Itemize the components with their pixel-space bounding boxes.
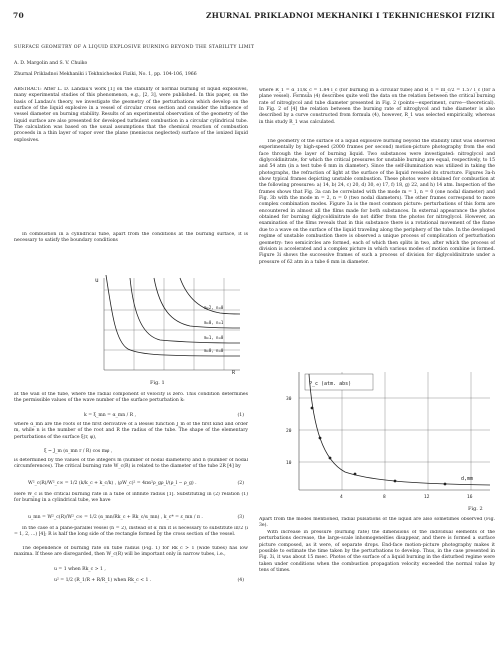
equation-1-row xyxy=(14,412,248,422)
figure1-u-label: u xyxy=(95,277,99,284)
equation-3-row xyxy=(14,512,248,526)
figure2-xtick-4: 4 xyxy=(340,495,343,500)
left-lower-p3: is determined by the values of the integers m (number of nodal diameters) and n (number of nodal circumferences). The critical burning rate W_c(R) is related to the diameter of the tube 2R [4] by xyxy=(14,458,248,470)
figure-1-caption: Fig. 1 xyxy=(150,380,165,386)
equation-2-number: (2) xyxy=(237,481,244,486)
figure-2-caption: Fig. 2 xyxy=(468,506,483,512)
figure-1 xyxy=(92,270,242,375)
figure1-label-4: m=2, n=0 xyxy=(204,305,224,310)
figure2-xtick-12: 12 xyxy=(424,495,430,500)
figure2-xlabel: d,mm xyxy=(461,476,474,482)
equation-4-row xyxy=(14,566,248,590)
figure1-R-label: R xyxy=(232,370,236,375)
page-number: 70 xyxy=(13,11,25,20)
article-citation: Zhurnal Prikladnoi Mekhaniki i Tekhnicheskoi Fiziki, No. 1, pp. 104-106, 1966 xyxy=(14,72,197,77)
right-column-bottom xyxy=(259,517,495,594)
equation-2: W²_c(R)/W²_c∞ = 1/2 (k/k_c + k_c/k) , (ρW_c)² = 4πα²ρ_gρ_l/(ρ_l − ρ_g) . xyxy=(28,481,197,486)
right-column-top xyxy=(259,88,495,365)
figure2-xtick-16: 16 xyxy=(467,495,473,500)
right-p1: where R_1 = α_11/k_c = 1.84 l_c (for burning in a circular tube) and R_1 = πl_c/2 = 1.57 l_c (for a plane vessel). Formula (4) describes quite well the data on the relation between the critical burning rate of nitroglycol and tube diameter presented in Fig. 2 (points—experiment, curve—theoretical). In Fig. 2 of [4] the relation between the burning rate of nitroglycol and tube diameter is also described by a curve constructed from formula (4), however, R_1 was selected empirically, whereas in this study R_1 was calculated. xyxy=(259,88,495,125)
intro-paragraph: In combustion in a cylindrical tube, apart from the conditions at the burning surface, it is necessary to satisfy the boundary conditions xyxy=(14,232,248,244)
equation-1: k = ξ_mn = α_mn / R , xyxy=(84,413,137,418)
equation-4a: u = 1 when Rk_c > 1 , xyxy=(54,567,106,572)
figure2-ytick-30: 30 xyxy=(286,397,292,402)
figure2-xtick-8: 8 xyxy=(383,495,386,500)
abstract-paragraph: ABSTRACT: After L. D. Landau's work [1] on the stability of normal burning of liquid explosives, many experimental studies of this phenomenon, e.g., [2, 3], were published. In this paper, on the basis of Landau's theory, we investigate the geometry of the perturbations which develop on the surface of the liquid explosive in a vessel of circular cross section and consider the influence of vessel diameter on burning stability. Results of an experimental observation of the geometry of the liquid surface are also presented for developed turbulent combustion in a circular cylindrical tube. The calculation was based on the usual assumptions that the chemical reaction of combustion proceeds in a thin layer of vapor over the plane (meniscus neglected) surface of the ionized liquid explosives. xyxy=(14,87,248,143)
right-p2: The geometry of the surface of a liquid explosive burning beyond the stability limit was observed experimentally by high-speed (2000 frames per second) motion-picture photography from the end face through the layer of burning liquid. Two substances were investigated: nitroglycol and diglycoldinitrate, for which the critical pressures for unstable burning are equal, respectively, to 15 and 54 atm (in a test tube 6 mm in diameter). Since the self-illumination was utilized in taking the photographs, the refraction of light at the surface of the liquid revealed its structure. Figures 3a-h show typical frames depicting unstable combustion. These photos were obtained for combustion at the following pressures: a) 14, b) 24, c) 20, d) 30, e) 17, f) 18, g) 22, and h) 14 atm. Inspection of the frames shows that Fig. 3a can be correlated with the mode m = 1, n = 0 (one nodal diameter) and Fig. 3b with the mode m = 2, n = 0 (two nodal diameters). The other frames correspond to more complex combination modes. Figure 3a is the most common picture: perturbations of this form are encountered in almost all the films made for both substances. In external appearance the photos obtained for burning diglycoldinitrate do not differ from the photos for nitroglycol. However, an examination of the films reveals that in this substance there is a rotational movement of the flame due to a wave on the surface of the liquid traveling along the periphery of the tube. In the developed regime of unstable combustion there is observed a unique process of complication of perturbation geometry: two semicircles are formed, each of which then splits in two, after which the process of division is accelerated and a complex picture in which various modes of motion combine is formed. Figure 3i shows the successive frames of such a process of division for diglycoldinitrate under a pressure of 62 atm in a tube 6 mm in diameter. xyxy=(259,139,495,265)
left-lower-p5: In the case of a plane-parallel vessel (n = 2), instead of α_mn it is necessary to substitute iπ/2 (i = 1, 2, ...) [4]; R is half the long side of the rectangle formed by the cross section of the vessel. xyxy=(14,526,248,538)
figure2-ytick-20: 20 xyxy=(286,429,292,434)
figure1-label-3: m=0, n=1 xyxy=(204,320,224,325)
equation-shape: ξ ~ J_m (α_mn r / R) cos mφ , xyxy=(44,449,113,454)
left-column-bottom xyxy=(14,392,248,590)
equation-4-number: (4) xyxy=(237,578,244,583)
equation-2-row xyxy=(14,478,248,492)
figure-2 xyxy=(285,368,495,503)
left-lower-p1: at the wall of the tube, where the radial component of velocity is zero. This condition determines the permissible values of the wave number of the surface perturbation k: xyxy=(14,392,248,404)
equation-4b: u² = 1/2 (R_1/R + R/R_1) when Rk_c < 1 . xyxy=(54,578,152,583)
figure2-ylabel: P_c (atm. abs) xyxy=(309,381,352,387)
left-lower-p2: where α_mn are the roots of the first derivative of a Bessel function J_m of the first kind and order m, while n is the number of the root and R the radius of the tube. The shape of the elementary perturbations of the surface ξ(r, φ), xyxy=(14,422,248,440)
equation-3-number: (3) xyxy=(237,515,244,520)
article-authors: A. D. Margolin and S. V. Chuiko xyxy=(14,61,88,66)
equation-3: u_mn = W²_c(R)/W²_c∞ = 1/2 (α_mn/Rk_c + Rk_c/α_mn) , k_c* = ε_mn / π . xyxy=(28,515,203,520)
article-title: SURFACE GEOMETRY OF A LIQUID EXPLOSIVE BURNING BEYOND THE STABILITY LIMIT xyxy=(14,45,255,50)
equation-shape-row xyxy=(14,448,248,458)
left-lower-p4: Here W_c is the critical burning rate in a tube of infinite radius [1]. Substituting in (2) relation (1) for burning in a cylindrical tube, we have xyxy=(14,492,248,504)
left-column-top xyxy=(14,87,248,246)
left-lower-p6: The dependence of burning rate on tube radius (Fig. 1) for Rk_c > 1 (wide tubes) has low maxima. If these are disregarded, then W_c(R) will be important only in narrow tubes, i.e., xyxy=(14,546,248,558)
figure1-label-1: m=0, n=0 xyxy=(204,348,224,353)
figure2-ytick-10: 10 xyxy=(286,461,292,466)
journal-title: ZHURNAL PRIKLADNOI MEKHANIKI I TEKHNICHESKOI FIZIKI xyxy=(205,11,495,20)
equation-1-number: (1) xyxy=(237,413,244,418)
right-lower-p2: With increase in pressure (burning rate) the dimensions of the individual elements of the perturbations decrease, the large-scale inhomogeneities disappear, and there is formed a surface picture composed, as it were, of separate drops. End-face motion-picture photography makes it possible to estimate the time taken by the perturbations to develop. Thus, in the case presented in Fig. 3i, it was about 15 msec. Photos of the surface of a liquid burning in the disturbed regime were taken under conditions when the combustion propagation velocity exceeded the normal value by tens of times. xyxy=(259,530,495,574)
right-lower-p1: Apart from the modes mentioned, radial pulsations of the liquid are also sometimes observed (Fig. 3e). xyxy=(259,517,495,529)
figure1-label-2: m=1, n=0 xyxy=(204,335,224,340)
